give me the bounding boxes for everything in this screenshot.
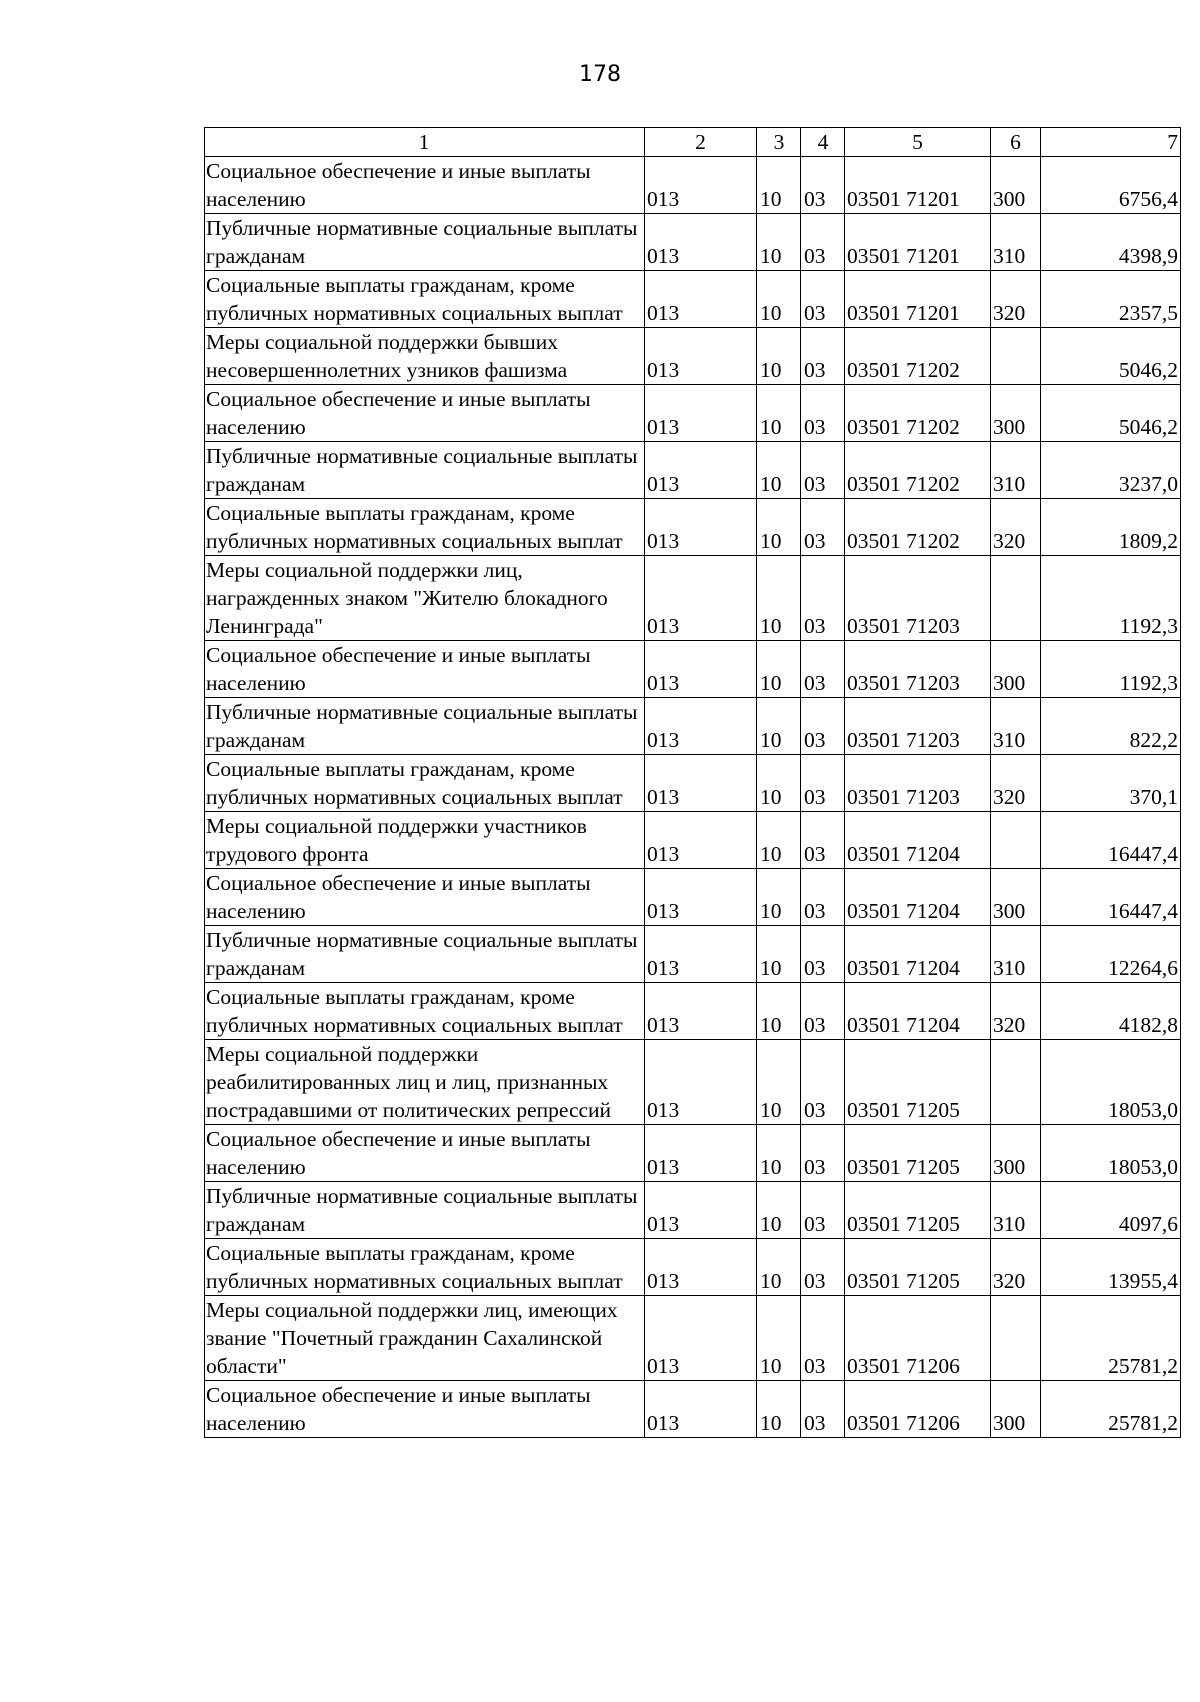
section-code-cell: 10 — [757, 869, 801, 926]
expense-type-code-cell: 320 — [991, 499, 1041, 556]
amount-cell: 1192,3 — [1041, 641, 1181, 698]
subsection-code-cell: 03 — [801, 1182, 845, 1239]
subsection-code-cell: 03 — [801, 641, 845, 698]
column-header-3: 3 — [757, 128, 801, 157]
column-header-6: 6 — [991, 128, 1041, 157]
ministry-code-cell: 013 — [645, 926, 757, 983]
table-row — [205, 812, 1181, 869]
subsection-code-cell: 03 — [801, 755, 845, 812]
target-article-code-cell: 03501 71206 — [845, 1381, 991, 1438]
subsection-code-cell: 03 — [801, 926, 845, 983]
target-article-code-cell: 03501 71202 — [845, 442, 991, 499]
expense-type-code-cell — [991, 328, 1041, 385]
section-code-cell: 10 — [757, 271, 801, 328]
section-code-cell: 10 — [757, 1040, 801, 1125]
target-article-code-cell: 03501 71204 — [845, 926, 991, 983]
item-name-cell: Меры социальной поддержки лиц, имеющих звание "Почетный гражданин Сахалинской области" — [205, 1296, 645, 1381]
item-name-cell: Социальное обеспечение и иные выплаты населению — [205, 869, 645, 926]
subsection-code-cell: 03 — [801, 328, 845, 385]
amount-cell: 25781,2 — [1041, 1381, 1181, 1438]
target-article-code-cell: 03501 71202 — [845, 328, 991, 385]
target-article-code-cell: 03501 71203 — [845, 641, 991, 698]
table-row — [205, 926, 1181, 983]
ministry-code-cell: 013 — [645, 755, 757, 812]
target-article-code-cell: 03501 71204 — [845, 869, 991, 926]
table-row — [205, 1239, 1181, 1296]
expense-type-code-cell: 320 — [991, 271, 1041, 328]
item-name-cell: Публичные нормативные социальные выплаты гражданам — [205, 442, 645, 499]
amount-cell: 822,2 — [1041, 698, 1181, 755]
ministry-code-cell: 013 — [645, 698, 757, 755]
table-row — [205, 983, 1181, 1040]
target-article-code-cell: 03501 71205 — [845, 1125, 991, 1182]
target-article-code-cell: 03501 71204 — [845, 812, 991, 869]
budget-table — [204, 127, 1181, 1438]
target-article-code-cell: 03501 71205 — [845, 1040, 991, 1125]
ministry-code-cell: 013 — [645, 385, 757, 442]
table-row — [205, 499, 1181, 556]
section-code-cell: 10 — [757, 214, 801, 271]
table-row — [205, 869, 1181, 926]
subsection-code-cell: 03 — [801, 157, 845, 214]
ministry-code-cell: 013 — [645, 1239, 757, 1296]
item-name-cell: Меры социальной поддержки бывших несовершеннолетних узников фашизма — [205, 328, 645, 385]
table-row — [205, 442, 1181, 499]
item-name-cell: Социальные выплаты гражданам, кроме публичных нормативных социальных выплат — [205, 499, 645, 556]
table-row — [205, 698, 1181, 755]
item-name-cell: Социальное обеспечение и иные выплаты населению — [205, 641, 645, 698]
table-row — [205, 755, 1181, 812]
subsection-code-cell: 03 — [801, 1239, 845, 1296]
section-code-cell: 10 — [757, 1381, 801, 1438]
expense-type-code-cell: 300 — [991, 385, 1041, 442]
ministry-code-cell: 013 — [645, 157, 757, 214]
expense-type-code-cell: 300 — [991, 1125, 1041, 1182]
amount-cell: 3237,0 — [1041, 442, 1181, 499]
subsection-code-cell: 03 — [801, 983, 845, 1040]
target-article-code-cell: 03501 71203 — [845, 556, 991, 641]
subsection-code-cell: 03 — [801, 271, 845, 328]
section-code-cell: 10 — [757, 328, 801, 385]
target-article-code-cell: 03501 71201 — [845, 271, 991, 328]
table-row — [205, 328, 1181, 385]
section-code-cell: 10 — [757, 499, 801, 556]
subsection-code-cell: 03 — [801, 869, 845, 926]
expense-type-code-cell: 320 — [991, 1239, 1041, 1296]
subsection-code-cell: 03 — [801, 1040, 845, 1125]
table-row — [205, 1296, 1181, 1381]
table-row — [205, 214, 1181, 271]
amount-cell: 25781,2 — [1041, 1296, 1181, 1381]
amount-cell: 2357,5 — [1041, 271, 1181, 328]
column-header-4: 4 — [801, 128, 845, 157]
target-article-code-cell: 03501 71201 — [845, 157, 991, 214]
subsection-code-cell: 03 — [801, 385, 845, 442]
section-code-cell: 10 — [757, 157, 801, 214]
target-article-code-cell: 03501 71203 — [845, 698, 991, 755]
section-code-cell: 10 — [757, 442, 801, 499]
amount-cell: 4398,9 — [1041, 214, 1181, 271]
column-header-7: 7 — [1041, 128, 1181, 157]
section-code-cell: 10 — [757, 698, 801, 755]
expense-type-code-cell: 300 — [991, 157, 1041, 214]
item-name-cell: Меры социальной поддержки лиц, награжденных знаком "Жителю блокадного Ленинграда" — [205, 556, 645, 641]
table-body — [205, 157, 1181, 1438]
subsection-code-cell: 03 — [801, 698, 845, 755]
column-header-5: 5 — [845, 128, 991, 157]
amount-cell: 370,1 — [1041, 755, 1181, 812]
target-article-code-cell: 03501 71206 — [845, 1296, 991, 1381]
table-row — [205, 271, 1181, 328]
section-code-cell: 10 — [757, 1182, 801, 1239]
expense-type-code-cell — [991, 1040, 1041, 1125]
ministry-code-cell: 013 — [645, 983, 757, 1040]
amount-cell: 18053,0 — [1041, 1125, 1181, 1182]
amount-cell: 6756,4 — [1041, 157, 1181, 214]
expense-type-code-cell: 310 — [991, 214, 1041, 271]
subsection-code-cell: 03 — [801, 812, 845, 869]
target-article-code-cell: 03501 71203 — [845, 755, 991, 812]
subsection-code-cell: 03 — [801, 214, 845, 271]
item-name-cell: Социальное обеспечение и иные выплаты населению — [205, 1381, 645, 1438]
ministry-code-cell: 013 — [645, 214, 757, 271]
item-name-cell: Социальные выплаты гражданам, кроме публичных нормативных социальных выплат — [205, 1239, 645, 1296]
item-name-cell: Социальные выплаты гражданам, кроме публичных нормативных социальных выплат — [205, 755, 645, 812]
section-code-cell: 10 — [757, 755, 801, 812]
table-row — [205, 1125, 1181, 1182]
subsection-code-cell: 03 — [801, 556, 845, 641]
expense-type-code-cell: 300 — [991, 869, 1041, 926]
expense-type-code-cell: 310 — [991, 926, 1041, 983]
item-name-cell: Социальные выплаты гражданам, кроме публичных нормативных социальных выплат — [205, 271, 645, 328]
ministry-code-cell: 013 — [645, 271, 757, 328]
table-row — [205, 157, 1181, 214]
amount-cell: 4182,8 — [1041, 983, 1181, 1040]
amount-cell: 12264,6 — [1041, 926, 1181, 983]
ministry-code-cell: 013 — [645, 556, 757, 641]
header-row — [205, 128, 1181, 157]
section-code-cell: 10 — [757, 812, 801, 869]
ministry-code-cell: 013 — [645, 812, 757, 869]
ministry-code-cell: 013 — [645, 1182, 757, 1239]
target-article-code-cell: 03501 71201 — [845, 214, 991, 271]
table-row — [205, 556, 1181, 641]
target-article-code-cell: 03501 71205 — [845, 1182, 991, 1239]
amount-cell: 13955,4 — [1041, 1239, 1181, 1296]
item-name-cell: Публичные нормативные социальные выплаты гражданам — [205, 926, 645, 983]
ministry-code-cell: 013 — [645, 328, 757, 385]
section-code-cell: 10 — [757, 1296, 801, 1381]
item-name-cell: Социальные выплаты гражданам, кроме публичных нормативных социальных выплат — [205, 983, 645, 1040]
expense-type-code-cell — [991, 556, 1041, 641]
table-row — [205, 1381, 1181, 1438]
amount-cell: 16447,4 — [1041, 869, 1181, 926]
section-code-cell: 10 — [757, 983, 801, 1040]
expense-type-code-cell: 320 — [991, 755, 1041, 812]
subsection-code-cell: 03 — [801, 499, 845, 556]
section-code-cell: 10 — [757, 1125, 801, 1182]
expense-type-code-cell: 310 — [991, 442, 1041, 499]
expense-type-code-cell: 300 — [991, 641, 1041, 698]
expense-type-code-cell: 300 — [991, 1381, 1041, 1438]
section-code-cell: 10 — [757, 385, 801, 442]
ministry-code-cell: 013 — [645, 869, 757, 926]
ministry-code-cell: 013 — [645, 442, 757, 499]
item-name-cell: Социальное обеспечение и иные выплаты населению — [205, 157, 645, 214]
amount-cell: 1192,3 — [1041, 556, 1181, 641]
amount-cell: 16447,4 — [1041, 812, 1181, 869]
expense-type-code-cell: 320 — [991, 983, 1041, 1040]
item-name-cell: Социальное обеспечение и иные выплаты населению — [205, 385, 645, 442]
column-header-1: 1 — [205, 128, 645, 157]
table-row — [205, 385, 1181, 442]
item-name-cell: Меры социальной поддержки реабилитированных лиц и лиц, признанных пострадавшими от политических репрессий — [205, 1040, 645, 1125]
target-article-code-cell: 03501 71202 — [845, 385, 991, 442]
table-row — [205, 1040, 1181, 1125]
ministry-code-cell: 013 — [645, 499, 757, 556]
subsection-code-cell: 03 — [801, 442, 845, 499]
table-row — [205, 641, 1181, 698]
item-name-cell: Публичные нормативные социальные выплаты гражданам — [205, 698, 645, 755]
item-name-cell: Публичные нормативные социальные выплаты гражданам — [205, 1182, 645, 1239]
amount-cell: 4097,6 — [1041, 1182, 1181, 1239]
ministry-code-cell: 013 — [645, 641, 757, 698]
subsection-code-cell: 03 — [801, 1125, 845, 1182]
subsection-code-cell: 03 — [801, 1296, 845, 1381]
expense-type-code-cell: 310 — [991, 698, 1041, 755]
section-code-cell: 10 — [757, 1239, 801, 1296]
ministry-code-cell: 013 — [645, 1040, 757, 1125]
table-header — [205, 128, 1181, 157]
expense-type-code-cell — [991, 812, 1041, 869]
table-row — [205, 1182, 1181, 1239]
target-article-code-cell: 03501 71205 — [845, 1239, 991, 1296]
target-article-code-cell: 03501 71202 — [845, 499, 991, 556]
column-header-2: 2 — [645, 128, 757, 157]
item-name-cell: Меры социальной поддержки участников трудового фронта — [205, 812, 645, 869]
target-article-code-cell: 03501 71204 — [845, 983, 991, 1040]
section-code-cell: 10 — [757, 556, 801, 641]
amount-cell: 1809,2 — [1041, 499, 1181, 556]
section-code-cell: 10 — [757, 926, 801, 983]
item-name-cell: Социальное обеспечение и иные выплаты населению — [205, 1125, 645, 1182]
subsection-code-cell: 03 — [801, 1381, 845, 1438]
page-number: 178 — [579, 62, 621, 87]
ministry-code-cell: 013 — [645, 1381, 757, 1438]
amount-cell: 18053,0 — [1041, 1040, 1181, 1125]
ministry-code-cell: 013 — [645, 1125, 757, 1182]
item-name-cell: Публичные нормативные социальные выплаты гражданам — [205, 214, 645, 271]
section-code-cell: 10 — [757, 641, 801, 698]
amount-cell: 5046,2 — [1041, 328, 1181, 385]
ministry-code-cell: 013 — [645, 1296, 757, 1381]
amount-cell: 5046,2 — [1041, 385, 1181, 442]
expense-type-code-cell — [991, 1296, 1041, 1381]
expense-type-code-cell: 310 — [991, 1182, 1041, 1239]
